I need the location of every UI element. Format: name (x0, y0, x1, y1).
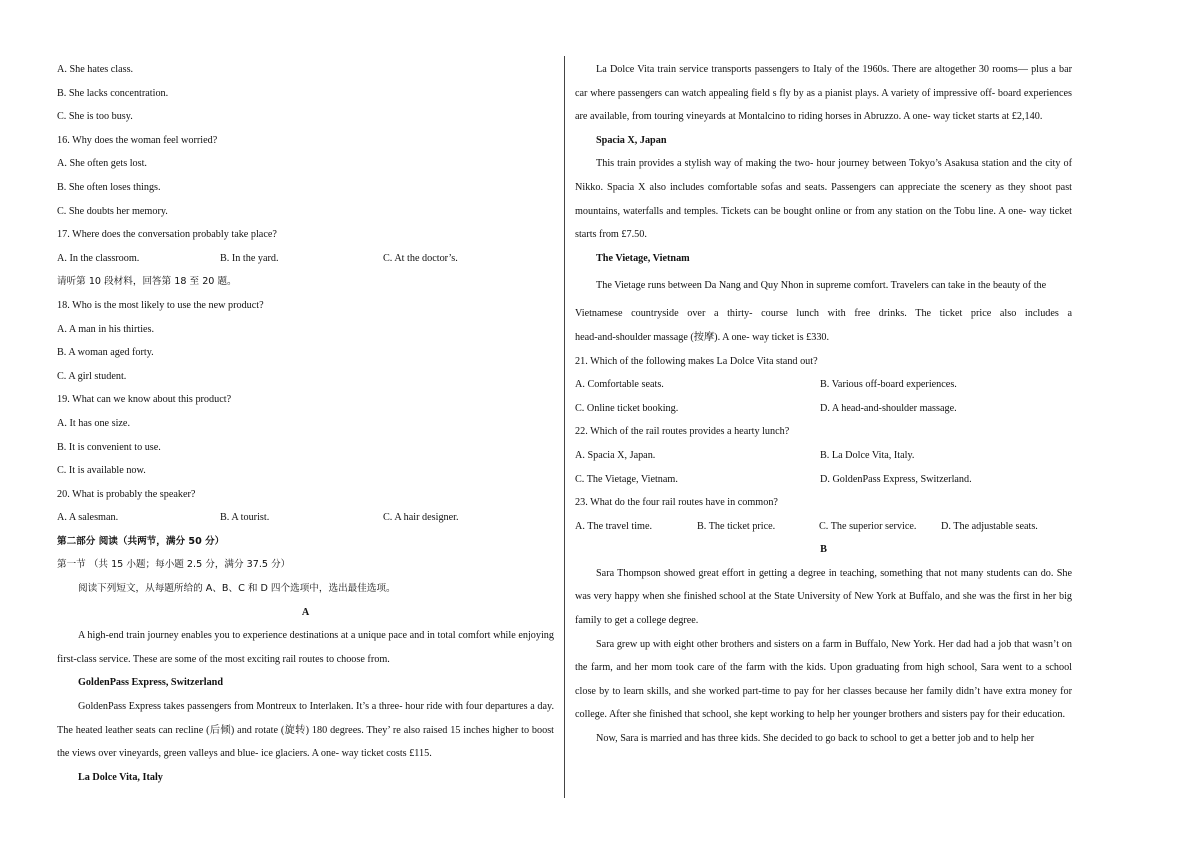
option-line: A. She often gets lost. (57, 158, 147, 170)
options-row-20 (57, 506, 554, 530)
route-title-goldenpass: GoldenPass Express, Switzerland (78, 677, 223, 689)
option-line: C. It is available now. (57, 465, 146, 477)
option-d: D. GoldenPass Express, Switzerland. (820, 473, 972, 485)
question-17: 17. Where does the conversation probably take place? (57, 229, 277, 241)
question-19: 19. What can we know about this product? (57, 394, 232, 406)
option-line: A. She hates class. (57, 64, 134, 75)
option-c: C. The superior service. (819, 520, 917, 532)
passage-label-b: B (820, 544, 827, 556)
option-b: B. A tourist. (220, 512, 270, 524)
option-line: A. A man in his thirties. (57, 323, 155, 335)
option-b: B. The ticket price. (697, 520, 776, 532)
option-line: C. She is too busy. (57, 111, 133, 123)
route-text-vietage-line: Vietnamese countryside over a thirty- course lunch with free drinks. The ticket price also includes a (575, 308, 1072, 320)
question-21: 21. Which of the following makes La Dolce Vita stand out? (575, 355, 818, 367)
option-c: C. At the doctor’s. (383, 252, 458, 264)
passage-b-paragraph: Sara grew up with eight other brothers and sisters on a farm in Buffalo, New York. Her dad had a job that wasn’t on the farm, and her mom took care of the farm with the kids. Upon graduating from high school, Sara went to a school close by to learn skills, and she worked part-time to pay for her classes because her family didn’t have extra money for college. After she finished that school, she kept working to help her younger brothers and sisters pay for their education. (575, 638, 1072, 721)
route-text-spacia: This train provides a stylish way of making the two- hour journey between Tokyo’s Asakusa station and the city of Nikko. Spacia X also includes comfortable sofas and seats. Passengers can appreciate the scenery as they shoot past mountains, waterfalls and temples. Tickets can be bought online or from any station on the Tobu line. A one- way ticket starts from £7.50. (575, 158, 1072, 241)
option-a: A. The travel time. (575, 520, 653, 532)
passage-a-intro: A high-end train journey enables you to experience destinations at a unique pace and in total comfort while enjoying first-class service. These are some of the most exciting rail routes to choose from. (57, 630, 554, 665)
option-d: D. A head-and-shoulder massage. (820, 402, 957, 414)
section-heading: 第一节 （共 15 小题；每小题 2.5 分，满分 37.5 分） (57, 559, 291, 571)
route-text-vietage-line: head-and-shoulder massage (按摩). A one- way ticket is £330. (575, 331, 830, 343)
options-row-17 (57, 247, 554, 271)
route-title-vietage: The Vietage, Vietnam (596, 252, 690, 264)
route-title-dolce-vita: La Dolce Vita, Italy (78, 771, 163, 783)
option-b: B. In the yard. (220, 252, 279, 264)
reading-instruction: 阅读下列短文，从每题所给的 A、B、C 和 D 四个选项中，选出最佳选项。 (78, 583, 396, 595)
option-line: B. She lacks concentration. (57, 87, 169, 99)
question-16: 16. Why does the woman feel worried? (57, 134, 218, 146)
options-row-21 (575, 373, 1072, 397)
option-d: D. The adjustable seats. (941, 520, 1038, 532)
option-line: C. She doubts her memory. (57, 205, 168, 217)
column-divider (564, 56, 565, 798)
option-line: B. She often loses things. (57, 181, 161, 193)
option-a: A. A salesman. (57, 512, 119, 524)
option-c: C. The Vietage, Vietnam. (575, 473, 678, 485)
question-18: 18. Who is the most likely to use the new product? (57, 299, 264, 311)
route-text-dolce-vita: La Dolce Vita train service transports passengers to Italy of the 1960s. There are altogether 30 rooms— plus a bar car where passengers can watch appealing field s fly by as a pianist plays. A variety of impressive off- board experiences are available, from touring vineyards at Montalcino to riding horses in Abruzzo. A one- way ticket starts at £2,140. (575, 64, 1072, 123)
route-title-spacia: Spacia X, Japan (596, 134, 667, 146)
options-row-22 (575, 444, 1072, 468)
options-row-22 (575, 468, 1072, 492)
passage-b-paragraph: Now, Sara is married and has three kids. She decided to go back to school to get a better job and to help her (596, 733, 1035, 745)
left-column (57, 58, 554, 789)
option-line: A. It has one size. (57, 417, 130, 429)
question-22: 22. Which of the rail routes provides a hearty lunch? (575, 426, 790, 438)
option-a: A. Comfortable seats. (575, 379, 664, 391)
part-heading: 第二部分 阅读（共两节，满分 50 分） (57, 535, 225, 547)
option-c: C. A hair designer. (383, 512, 459, 524)
option-a: A. Spacia X, Japan. (575, 449, 656, 461)
passage-label-a: A (301, 606, 310, 618)
option-b: B. La Dolce Vita, Italy. (820, 449, 915, 461)
passage-b-paragraph: Sara Thompson showed great effort in getting a degree in teaching, something that not many students can do. She was very happy when she finished school at the State University of New York at Buffalo, and she was the first in her big family to get a college degree. (575, 567, 1072, 627)
option-b: B. Various off-board experiences. (820, 379, 957, 391)
option-c: C. Online ticket booking. (575, 402, 679, 414)
right-column (575, 58, 1072, 751)
option-line: C. A girl student. (57, 370, 127, 382)
option-line: B. A woman aged forty. (57, 347, 154, 359)
option-a: A. In the classroom. (57, 252, 140, 264)
route-text-vietage-line: The Vietage runs between Da Nang and Quy Nhon in supreme comfort. Travelers can take in the beauty of the (596, 280, 1047, 292)
options-row-23 (575, 515, 1072, 539)
listening-instruction: 请听第 10 段材料，回答第 18 至 20 题。 (57, 276, 237, 288)
options-row-21 (575, 397, 1072, 421)
question-23: 23. What do the four rail routes have in common? (575, 497, 778, 509)
option-line: B. It is convenient to use. (57, 441, 161, 453)
question-20: 20. What is probably the speaker? (57, 488, 196, 500)
route-text-goldenpass: GoldenPass Express takes passengers from Montreux to Interlaken. It’s a three- hour ride with four departures a day. The heated leather seats can recline (后倾) and rotate (旋转) 180 degrees. They’ re also raised 15 inches higher to boost the views over vineyards, green valleys and blue- ice glaciers. A one- way ticket costs £115. (57, 701, 554, 760)
